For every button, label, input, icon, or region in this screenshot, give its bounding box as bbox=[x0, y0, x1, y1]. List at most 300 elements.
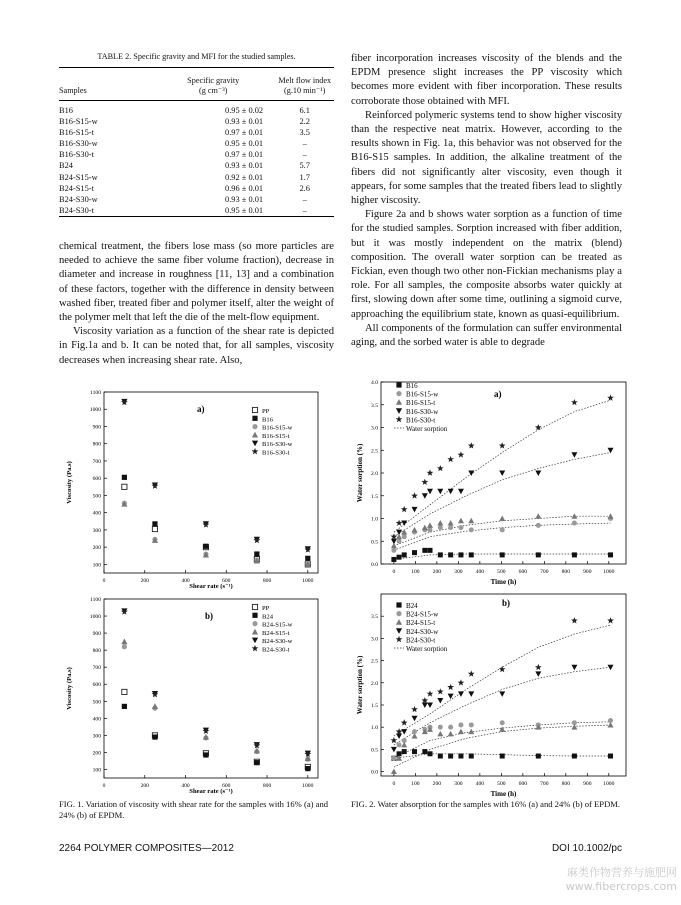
cell-mfi: – bbox=[302, 150, 307, 160]
data-point bbox=[396, 628, 402, 634]
data-point bbox=[469, 527, 474, 532]
legend-entry: PP bbox=[262, 408, 270, 415]
data-point bbox=[305, 766, 310, 771]
data-point bbox=[448, 754, 453, 759]
table-row bbox=[59, 101, 334, 117]
legend-entry: B24 bbox=[406, 602, 418, 610]
data-point bbox=[428, 751, 433, 756]
data-point bbox=[152, 526, 157, 531]
data-point bbox=[499, 516, 505, 522]
data-point bbox=[536, 523, 541, 528]
data-point bbox=[468, 442, 475, 448]
panel-label: b) bbox=[205, 611, 214, 621]
x-tick-label: 600 bbox=[518, 569, 528, 575]
x-tick-label: 900 bbox=[583, 781, 592, 787]
y-tick-label: 100 bbox=[92, 767, 101, 774]
data-point bbox=[121, 639, 127, 645]
cell-gravity: 0.95 ± 0.01 bbox=[225, 139, 264, 149]
x-tick-label: 0 bbox=[392, 569, 396, 575]
data-point bbox=[437, 688, 444, 694]
right-paragraph-2: Reinforced polymeric systems tend to show higher viscosity than the respective neat matrix. However, according to the results shown in Fig. 1a, this behavior was not observed for the B16-S15 samples. In addition, the alkaline treatment of the fibers did not significantly alter viscosity, even though it appears, for some samples that the treated fibers lead to slightly higher viscosity. bbox=[351, 109, 622, 207]
data-point bbox=[396, 520, 403, 526]
data-point bbox=[535, 671, 541, 677]
cell-sample: B24-S15-w bbox=[59, 172, 98, 182]
y-tick-label: 300 bbox=[92, 527, 101, 534]
data-point bbox=[396, 399, 402, 405]
series-b16-s15-t bbox=[121, 501, 311, 567]
y-tick-label: 0.5 bbox=[371, 539, 378, 546]
figure-2-caption: FIG. 2. Water absorption for the samples with 16% (a) and 24% (b) of EPDM. bbox=[351, 799, 621, 809]
table-row bbox=[59, 127, 334, 138]
x-tick-label: 500 bbox=[497, 781, 506, 787]
series-b16 bbox=[122, 475, 311, 561]
data-point bbox=[203, 752, 208, 757]
y-tick-label: 3.0 bbox=[371, 636, 378, 643]
data-point bbox=[122, 484, 127, 489]
legend-entry: B16-S30-w bbox=[262, 441, 293, 449]
legend-entry: B24-S30-t bbox=[262, 646, 290, 654]
cell-mfi: 3.5 bbox=[299, 128, 310, 138]
data-point bbox=[391, 539, 397, 545]
y-tick-label: 1.5 bbox=[371, 493, 378, 500]
x-tick-label: 1000 bbox=[302, 578, 314, 584]
data-point bbox=[447, 684, 454, 690]
data-point bbox=[412, 550, 417, 555]
data-point bbox=[122, 475, 127, 480]
data-point bbox=[499, 691, 505, 697]
data-point bbox=[448, 525, 453, 530]
data-point bbox=[468, 518, 474, 524]
legend-entry: B16-S15-t bbox=[262, 432, 290, 440]
table-row bbox=[59, 205, 334, 217]
y-tick-label: 800 bbox=[92, 441, 101, 448]
legend-entry: PP bbox=[262, 605, 270, 612]
cell-sample: B16-S30-w bbox=[59, 139, 98, 149]
data-point bbox=[402, 534, 407, 539]
x-tick-label: 300 bbox=[454, 781, 463, 787]
specific-gravity-table bbox=[59, 67, 334, 217]
data-point bbox=[468, 691, 474, 697]
y-tick-label: 2.0 bbox=[371, 680, 378, 687]
data-point bbox=[422, 697, 429, 703]
x-tick-label: 500 bbox=[497, 569, 506, 575]
cell-gravity: 0.97 ± 0.01 bbox=[225, 128, 264, 138]
data-point bbox=[412, 527, 418, 533]
legend-entry: B16-S15-w bbox=[262, 424, 293, 432]
data-point bbox=[458, 691, 464, 697]
x-tick-label: 0 bbox=[392, 781, 396, 787]
data-point bbox=[535, 471, 541, 477]
y-tick-label: 900 bbox=[92, 631, 101, 638]
x-tick-label: 800 bbox=[262, 578, 272, 584]
data-point bbox=[469, 754, 474, 759]
data-point bbox=[458, 525, 463, 530]
data-point bbox=[422, 702, 428, 708]
right-paragraph-3: Figure 2a and b shows water sorption as a function of time for the studied samples. Sorption increased with fiber addition, but it was mostly independent on the matrix (blend) composition. The overall water sorption can be treated as Fickian, even though two other non-Fickian mechanisms play a role. For all samples, the composite absorbs water quickly at first, slowing down after some time, outlining a sigmoid curve, approaching the equilibrium state, known as quasi-equilibrium. bbox=[351, 209, 622, 320]
data-point bbox=[252, 629, 258, 635]
y-tick-label: 700 bbox=[92, 665, 101, 672]
cell-gravity: 0.95 ± 0.02 bbox=[225, 106, 264, 115]
x-tick-label: 700 bbox=[540, 569, 549, 575]
legend-entry: B24-S30-t bbox=[406, 636, 436, 645]
data-point bbox=[411, 492, 418, 498]
data-point bbox=[458, 518, 464, 524]
data-point bbox=[572, 521, 577, 526]
x-tick-label: 900 bbox=[583, 569, 592, 575]
x-tick-label: 600 bbox=[518, 781, 528, 787]
data-point bbox=[122, 644, 127, 649]
series-b24-s15-t bbox=[121, 639, 311, 761]
data-point bbox=[468, 670, 475, 676]
data-point bbox=[500, 720, 505, 725]
data-point bbox=[252, 441, 258, 447]
cell-sample: B24-S30-t bbox=[59, 205, 94, 215]
data-point bbox=[412, 716, 418, 722]
data-point bbox=[122, 704, 127, 709]
panel-label: b) bbox=[502, 598, 511, 608]
x-tick-label: 300 bbox=[454, 569, 463, 575]
data-point bbox=[572, 754, 577, 759]
data-point bbox=[396, 391, 401, 396]
cell-mfi: 2.6 bbox=[299, 183, 310, 193]
header-mfi bbox=[275, 68, 334, 99]
data-point bbox=[396, 408, 402, 414]
table-row bbox=[59, 149, 334, 160]
plot-frame bbox=[104, 392, 318, 573]
watermark-line1: 麻类作物营养与施肥网 bbox=[567, 866, 677, 879]
data-point bbox=[428, 527, 433, 532]
legend-entry: B24-S15-t bbox=[406, 619, 436, 628]
data-point bbox=[458, 552, 463, 557]
data-point bbox=[254, 760, 259, 765]
x-tick-label: 400 bbox=[475, 569, 485, 575]
y-tick-label: 900 bbox=[92, 424, 101, 431]
cell-mfi: 6.1 bbox=[299, 106, 310, 115]
footer-doi: DOI 10.1002/pc bbox=[551, 843, 622, 854]
data-point bbox=[391, 769, 397, 775]
x-tick-label: 200 bbox=[140, 578, 149, 584]
legend-entry: B16-S15-t bbox=[406, 399, 436, 408]
y-tick-label: 1000 bbox=[89, 407, 101, 414]
data-point bbox=[438, 525, 443, 530]
data-point bbox=[427, 522, 433, 528]
data-point bbox=[305, 556, 310, 561]
data-point bbox=[391, 533, 398, 539]
legend-entry: B16-S30-t bbox=[262, 449, 290, 457]
data-point bbox=[427, 702, 433, 708]
cell-sample: B24 bbox=[59, 161, 73, 171]
data-point bbox=[252, 424, 257, 429]
x-tick-label: 100 bbox=[411, 781, 420, 787]
legend-entry: B16-S15-w bbox=[406, 390, 439, 399]
header-gravity-line2: (g cm⁻³) bbox=[199, 86, 228, 95]
cell-gravity: 0.93 ± 0.01 bbox=[225, 161, 264, 171]
x-tick-label: 700 bbox=[540, 781, 549, 787]
panel-label: a) bbox=[197, 404, 205, 414]
cell-sample: B16 bbox=[59, 106, 73, 115]
y-tick-label: 2.5 bbox=[371, 448, 378, 455]
y-tick-label: 0.0 bbox=[371, 769, 378, 776]
legend-entry: B16-S30-t bbox=[406, 416, 436, 425]
cell-gravity: 0.96 ± 0.01 bbox=[225, 183, 264, 193]
data-point bbox=[499, 666, 506, 672]
data-point bbox=[437, 465, 444, 471]
table-row bbox=[59, 194, 334, 205]
data-point bbox=[535, 664, 542, 670]
data-point bbox=[396, 734, 402, 740]
data-point bbox=[437, 520, 443, 526]
header-gravity bbox=[151, 68, 275, 99]
data-point bbox=[608, 448, 614, 454]
data-point bbox=[252, 645, 259, 652]
legend-entry: B24-S30-w bbox=[406, 627, 439, 636]
data-point bbox=[252, 621, 257, 626]
x-tick-label: 200 bbox=[432, 781, 442, 787]
series-b16-s15-w bbox=[122, 501, 311, 567]
data-point bbox=[447, 456, 454, 462]
data-point bbox=[458, 729, 464, 735]
cell-sample: B24-S30-w bbox=[59, 194, 98, 204]
data-point bbox=[396, 382, 401, 387]
x-axis-label: Shear rate (s⁻¹) bbox=[189, 788, 233, 795]
cell-mfi: 1.7 bbox=[299, 172, 310, 182]
cell-mfi: – bbox=[302, 139, 307, 149]
y-tick-label: 200 bbox=[92, 545, 101, 552]
data-point bbox=[469, 552, 474, 557]
y-tick-label: 400 bbox=[92, 716, 101, 723]
series-b16-s30-w bbox=[121, 399, 311, 552]
y-axis-label: Viscosity (Pa.s) bbox=[66, 461, 73, 504]
x-tick-label: 0 bbox=[102, 578, 106, 584]
data-point bbox=[397, 539, 402, 544]
legend-entry: Water sorption bbox=[406, 425, 448, 433]
series-b24-s15-t bbox=[391, 722, 614, 774]
x-tick-label: 100 bbox=[411, 569, 420, 575]
data-point bbox=[401, 742, 407, 748]
series-b24-s15-w bbox=[122, 644, 311, 762]
data-point bbox=[396, 602, 401, 607]
x-tick-label: 1000 bbox=[302, 783, 314, 789]
data-point bbox=[499, 726, 505, 732]
data-point bbox=[252, 448, 259, 455]
y-tick-label: 1.5 bbox=[371, 702, 378, 709]
data-point bbox=[608, 513, 614, 519]
cell-mfi: – bbox=[302, 194, 307, 204]
data-point bbox=[422, 479, 429, 485]
data-point bbox=[396, 619, 402, 625]
left-paragraph-2: Viscosity variation as a function of the shear rate is depicted in Fig.1a and b. It can be noted that, for all samples, viscosity decreases when increasing shear rate. Also, bbox=[59, 326, 334, 366]
cell-sample: B16-S15-t bbox=[59, 128, 94, 138]
y-tick-label: 4.0 bbox=[371, 380, 378, 386]
y-tick-label: 500 bbox=[92, 699, 101, 706]
y-tick-label: 1.0 bbox=[371, 516, 378, 523]
y-tick-label: 600 bbox=[92, 682, 101, 689]
data-point bbox=[401, 729, 407, 735]
data-point bbox=[500, 552, 505, 557]
cell-gravity: 0.95 ± 0.01 bbox=[225, 205, 264, 215]
legend-entry: B24-S15-t bbox=[262, 629, 290, 637]
series-b16 bbox=[391, 548, 613, 562]
data-point bbox=[391, 737, 398, 743]
panel-label: a) bbox=[494, 389, 502, 399]
data-point bbox=[411, 706, 418, 712]
series-b24 bbox=[391, 749, 613, 761]
y-tick-label: 1100 bbox=[90, 390, 101, 396]
cell-gravity: 0.93 ± 0.01 bbox=[225, 117, 264, 127]
data-point bbox=[438, 552, 443, 557]
data-point bbox=[608, 665, 614, 671]
cell-mfi: 5.7 bbox=[299, 161, 310, 171]
data-point bbox=[571, 665, 577, 671]
figure-2b-water-sorption-chart bbox=[352, 588, 632, 798]
data-point bbox=[427, 690, 434, 696]
x-tick-label: 800 bbox=[561, 569, 571, 575]
y-tick-label: 2.0 bbox=[371, 471, 378, 477]
data-point bbox=[469, 722, 474, 727]
legend-entry: B24-S30-w bbox=[262, 638, 293, 646]
data-point bbox=[458, 754, 463, 759]
table-row bbox=[59, 138, 334, 149]
data-point bbox=[396, 611, 401, 616]
y-tick-label: 1100 bbox=[90, 597, 101, 603]
y-tick-label: 0.5 bbox=[371, 747, 378, 754]
x-tick-label: 400 bbox=[475, 781, 485, 787]
data-point bbox=[152, 703, 158, 709]
table-row bbox=[59, 183, 334, 194]
x-tick-label: 1000 bbox=[603, 569, 615, 575]
data-point bbox=[396, 530, 402, 536]
data-point bbox=[608, 722, 614, 728]
data-point bbox=[252, 407, 257, 412]
right-paragraph-4: All components of the formulation can suffer environmental aging, and the sorbed water is able to degrade bbox=[351, 322, 622, 349]
table-caption: TABLE 2. Specific gravity and MFI for the studied samples. bbox=[97, 52, 296, 61]
cell-sample: B16-S30-t bbox=[59, 150, 94, 160]
y-tick-label: 2.5 bbox=[371, 658, 378, 665]
data-point bbox=[252, 638, 258, 644]
legend-entry: B16-S30-w bbox=[406, 407, 439, 416]
y-tick-label: 0.0 bbox=[371, 562, 378, 568]
data-point bbox=[396, 416, 403, 423]
x-tick-label: 600 bbox=[222, 578, 231, 584]
series-pp bbox=[122, 484, 311, 567]
data-point bbox=[422, 548, 427, 553]
header-mfi-line1: Melt flow index bbox=[278, 76, 332, 85]
data-point bbox=[536, 754, 541, 759]
x-axis-label: Shear rate (s⁻¹) bbox=[189, 583, 233, 590]
legend-entry: B16 bbox=[406, 382, 418, 390]
cell-mfi: 2.2 bbox=[299, 117, 310, 127]
series-b16-s15-w bbox=[391, 516, 613, 553]
y-tick-label: 3.0 bbox=[371, 425, 378, 432]
x-axis-label: Time (h) bbox=[490, 790, 517, 798]
left-paragraph-1: chemical treatment, the fibers lose mass (so more particles are needed to achieve the same fiber volume fraction), decrease in diameter and increase in roughness [11, 13] and a combination of these factors, together with the difference in density between washed fiber, treated fiber and polymer itself, alter the weight of the polymer melt that left the die of the melt-flow equipment. bbox=[59, 241, 334, 324]
data-point bbox=[252, 613, 257, 618]
footer-journal: 2264 POLYMER COMPOSITES—2012 bbox=[59, 843, 234, 854]
data-point bbox=[571, 724, 577, 730]
header-gravity-line1: Specific gravity bbox=[187, 76, 240, 85]
data-point bbox=[448, 489, 454, 495]
data-point bbox=[608, 552, 613, 557]
x-tick-label: 400 bbox=[181, 783, 190, 789]
x-tick-label: 800 bbox=[262, 783, 272, 789]
data-point bbox=[422, 749, 427, 754]
y-tick-label: 400 bbox=[92, 510, 101, 517]
data-point bbox=[607, 394, 614, 400]
table-row bbox=[59, 116, 334, 127]
figure-2a-water-sorption-chart bbox=[352, 376, 632, 586]
data-point bbox=[397, 742, 402, 747]
y-tick-label: 600 bbox=[92, 476, 101, 483]
header-mfi-line2: (g.10 min⁻¹) bbox=[284, 86, 326, 95]
series-b24-s30-w bbox=[391, 665, 614, 753]
data-point bbox=[252, 432, 258, 438]
data-point bbox=[152, 734, 157, 739]
x-tick-label: 200 bbox=[432, 569, 442, 575]
data-point bbox=[254, 551, 259, 556]
data-point bbox=[448, 731, 454, 737]
data-point bbox=[500, 527, 505, 532]
data-point bbox=[401, 719, 408, 725]
x-tick-label: 0 bbox=[102, 783, 106, 789]
table-row bbox=[59, 160, 334, 171]
data-point bbox=[397, 555, 402, 560]
data-point bbox=[391, 548, 396, 553]
cell-gravity: 0.92 ± 0.01 bbox=[225, 172, 264, 182]
data-point bbox=[499, 471, 505, 477]
x-tick-label: 200 bbox=[140, 783, 149, 789]
x-tick-label: 600 bbox=[222, 783, 231, 789]
data-point bbox=[608, 754, 613, 759]
cell-sample: B16-S15-w bbox=[59, 117, 98, 127]
figure-1-caption: FIG. 1. Variation of viscosity with shear rate for the samples with 16% (a) and 24% (b) of EPDM. bbox=[59, 799, 329, 820]
table-body bbox=[59, 101, 334, 217]
y-tick-label: 100 bbox=[92, 562, 101, 569]
y-tick-label: 200 bbox=[92, 750, 101, 757]
data-point bbox=[607, 617, 614, 623]
table-2 bbox=[59, 52, 334, 217]
data-point bbox=[458, 451, 465, 457]
y-tick-label: 800 bbox=[92, 648, 101, 655]
legend-entry: B24-S15-w bbox=[262, 621, 293, 629]
data-point bbox=[499, 442, 506, 448]
watermark bbox=[566, 866, 677, 894]
y-tick-label: 500 bbox=[92, 493, 101, 500]
legend-entry: B16 bbox=[262, 416, 273, 424]
data-point bbox=[571, 399, 578, 405]
header-samples: Samples bbox=[59, 86, 87, 95]
data-point bbox=[535, 513, 541, 519]
data-point bbox=[437, 489, 443, 495]
data-point bbox=[422, 525, 428, 531]
y-tick-label: 300 bbox=[92, 733, 101, 740]
data-point bbox=[203, 544, 208, 549]
y-tick-label: 700 bbox=[92, 458, 101, 465]
y-axis-label: Water sorption (%) bbox=[356, 443, 364, 503]
cell-mfi: – bbox=[302, 205, 307, 215]
y-tick-label: 3.5 bbox=[371, 402, 378, 409]
data-point bbox=[448, 520, 454, 526]
y-tick-label: 1.0 bbox=[371, 725, 378, 732]
series-b24 bbox=[122, 704, 311, 771]
data-point bbox=[458, 679, 465, 685]
y-tick-label: 3.5 bbox=[371, 614, 378, 621]
right-column-text bbox=[351, 52, 622, 350]
x-tick-label: 1000 bbox=[603, 781, 615, 787]
data-point bbox=[401, 506, 408, 512]
legend-entry: B24 bbox=[262, 613, 273, 621]
data-point bbox=[152, 521, 157, 526]
data-point bbox=[401, 521, 407, 527]
